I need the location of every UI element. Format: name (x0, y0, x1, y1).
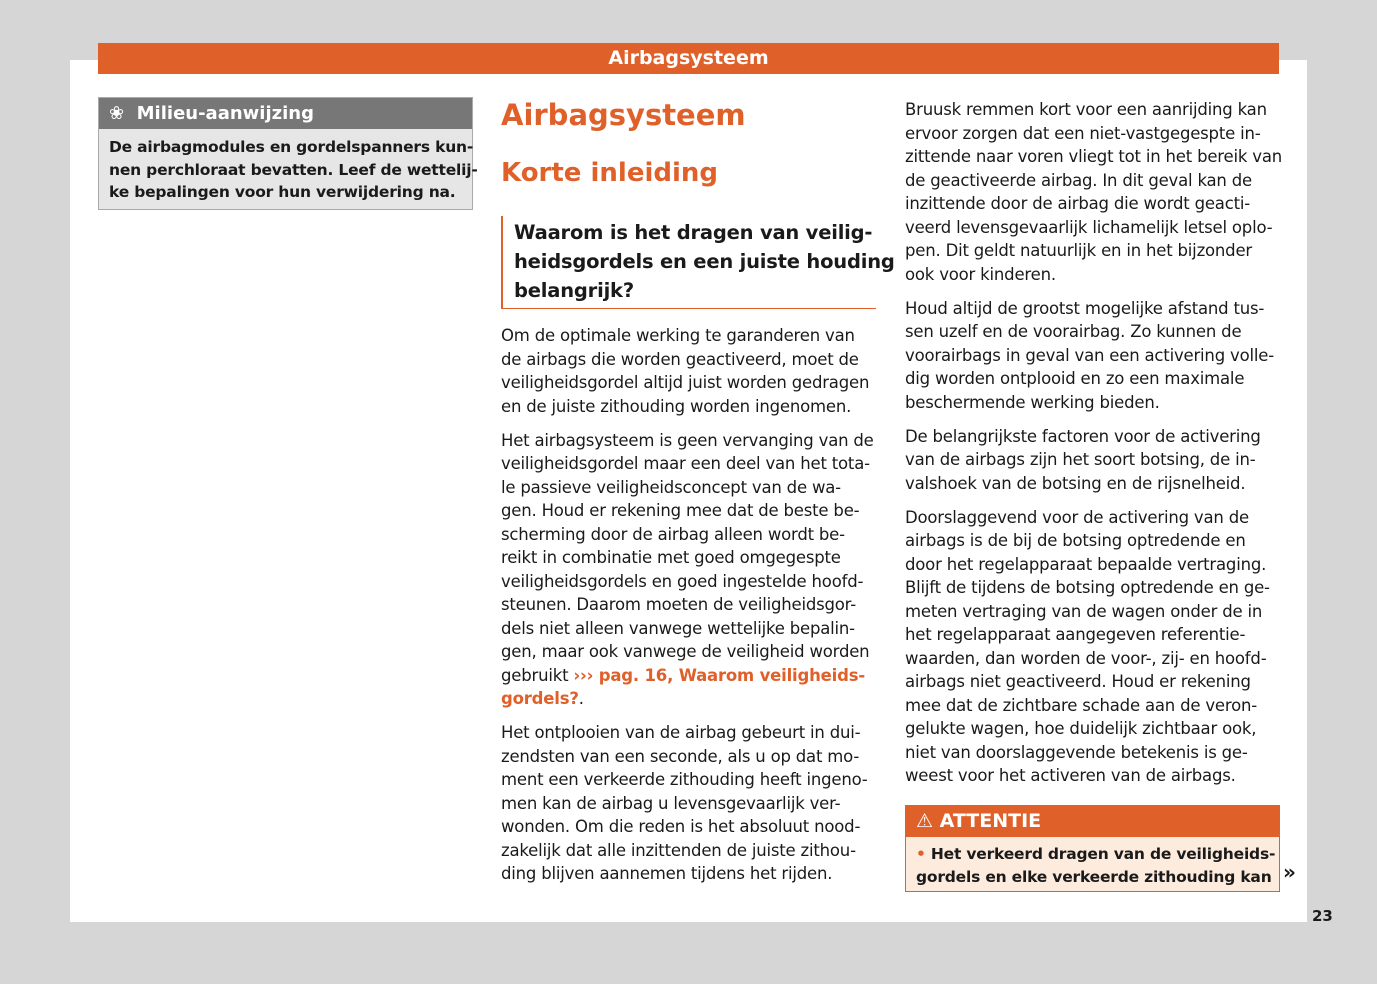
text-line: en de juiste zithouding worden ingenomen. (501, 396, 852, 416)
text-line: inzittende door de airbag die wordt geacti- (905, 194, 1250, 213)
chapter-header: Airbagsysteem (98, 43, 1279, 74)
paragraph (905, 425, 1281, 496)
text-line: Houd altijd de grootst mogelijke afstand tus- (905, 298, 1265, 318)
text-line: scherming door de airbag alleen wordt be- (501, 524, 845, 544)
text-line: De belangrijkste factoren voor de activering (905, 426, 1261, 446)
text-line: Doorslaggevend voor de activering van de (905, 507, 1249, 527)
paragraph (905, 98, 1281, 286)
text-line: meten vertraging van de wagen onder de in (905, 601, 1263, 621)
text-line: Om de optimale werking te garanderen van (501, 326, 855, 345)
text-line: mee dat de zichtbare schade aan de veron- (905, 695, 1257, 715)
text-line: pen. Dit geldt natuurlijk en in het bijzonder (905, 241, 1252, 260)
text-line: de geactiveerde airbag. In dit geval kan de (905, 170, 1252, 190)
text-line: door het regelapparaat bepaalde vertraging. (905, 554, 1267, 574)
text-line: weest voor het activeren van de airbags. (905, 766, 1236, 785)
text-line: dels niet alleen vanwege wettelijke bepalin- (501, 618, 855, 638)
section-title: Korte inleiding (501, 158, 719, 188)
flower-icon: ❀ (109, 103, 125, 124)
text-line: Waarom is het dragen van veilig- (514, 221, 873, 244)
text-line: gordels en elke verkeerde zithouding kan (916, 868, 1272, 886)
note-header (99, 98, 472, 129)
paragraph (905, 506, 1281, 788)
warning-header (906, 806, 1279, 837)
text-line: gen. Houd er rekening mee dat de beste be- (501, 501, 860, 520)
text-line: ding blijven aannemen tijdens het rijden. (501, 864, 833, 883)
paragraph: Het airbagsysteem is geen vervanging van de veiligheidsgordel maar een deel van het tota- le passieve veiligheidsconcept van de wa- gen. Houd er rekening mee dat de beste be- scherming door de airbag alleen wordt be- reikt in combinatie met goed omgegespte veiligheidsgordels en goed ingestelde hoofd- steunen. Daarom moeten de veiligheidsgor- dels niet alleen vanwege wettelijke bepalin- gen, maar ook vanwege de veiligheid worden gebruikt ››› pag. 16, Waarom veiligheids- gordels?. (501, 429, 877, 711)
text-line: veiligheidsgordel maar een deel van het tota- (501, 454, 870, 473)
text-line: le passieve veiligheidsconcept van de wa- (501, 477, 841, 497)
text-line: wonden. Om die reden is het absoluut nood- (501, 817, 861, 836)
text-line: Het airbagsysteem is geen vervanging van de (501, 430, 874, 450)
text-line: ke bepalingen voor hun verwijdering na. (109, 183, 456, 201)
text-line: Het ontplooien van de airbag gebeurt in dui- (501, 723, 861, 742)
text-line: De airbagmodules en gordelspanners kun- (109, 138, 474, 156)
warning-box (905, 805, 1280, 892)
text-line: veiligheidsgordels en goed ingestelde hoofd- (501, 571, 864, 591)
text-line: veiligheidsgordel altijd juist worden gedragen (501, 373, 870, 392)
text-line: zittende naar voren vliegt tot in het bereik van (905, 147, 1282, 166)
text-line: beschermende werking bieden. (905, 392, 1160, 412)
text-line: ook voor kinderen. (905, 264, 1056, 284)
warning-title: ATTENTIE (939, 810, 1042, 832)
note-body (99, 129, 478, 209)
note-title: Milieu-aanwijzing (136, 103, 314, 124)
warning-body (906, 837, 1279, 891)
question-heading (501, 216, 895, 309)
middle-column (501, 324, 877, 896)
text-line: Blijft de tijdens de botsing optredende en ge- (905, 578, 1270, 597)
text-line: dig worden ontplooid en zo een maximale (905, 369, 1245, 388)
bullet-icon: • (916, 845, 931, 863)
warning-triangle-icon: ⚠ (916, 810, 934, 832)
text-line: gen, maar ook vanwege de veiligheid worden (501, 642, 870, 661)
text-line: zendsten van een seconde, als u op dat mo- (501, 746, 860, 766)
text-line: • Het verkeerd dragen van de veiligheids- (916, 845, 1276, 863)
text-line: niet van doorslaggevende betekenis is ge- (905, 742, 1248, 762)
text-line: men kan de airbag u levensgevaarlijk ver- (501, 793, 841, 813)
text-line: ervoor zorgen dat een niet-vastgegespte in- (905, 123, 1261, 143)
text-line: ment een verkeerde zithouding heeft ingeno- (501, 770, 868, 789)
page-reference-link[interactable]: ››› pag. 16, Waarom veiligheids- (573, 665, 865, 685)
continued-marker: » (1283, 860, 1296, 884)
text-line: reikt in combinatie met goed omgegespte (501, 548, 841, 567)
paragraph (905, 297, 1281, 415)
paragraph (501, 324, 877, 418)
text-line: de airbags die worden geactiveerd, moet de (501, 349, 859, 369)
text-line: airbags niet geactiveerd. Houd er rekening (905, 672, 1251, 691)
right-column (905, 98, 1281, 798)
page-reference-link-cont[interactable]: gordels? (501, 689, 579, 708)
text-line: heidsgordels en een juiste houding (514, 250, 895, 273)
text-line: het regelapparaat aangegeven referentie- (905, 625, 1246, 644)
text-line: valshoek van de botsing en de rijsnelheid. (905, 473, 1246, 493)
text-line: waarden, dan worden de voor-, zij- en hoofd- (905, 648, 1267, 668)
text-line: nen perchloraat bevatten. Leef de wettelij- (109, 160, 478, 179)
text-line: van de airbags zijn het soort botsing, de in- (905, 450, 1256, 469)
text-line: sen uzelf en de voorairbag. Zo kunnen de (905, 322, 1242, 341)
paragraph (501, 721, 877, 886)
text-line: gelukte wagen, hoe duidelijk zichtbaar ook, (905, 719, 1257, 738)
environment-note (98, 97, 478, 210)
text-line: airbags is de bij de botsing optredende en (905, 531, 1246, 550)
text-line: zakelijk dat alle inzittenden de juiste zithou- (501, 840, 856, 860)
page-number: 23 (1312, 907, 1333, 925)
text-line: Bruusk remmen kort voor een aanrijding kan (905, 100, 1267, 119)
text-line: veerd levensgevaarlijk lichamelijk letsel oplo- (905, 217, 1273, 237)
text-line: steunen. Daarom moeten de veiligheidsgor- (501, 595, 856, 614)
text-line: voorairbags in geval van een activering volle- (905, 345, 1274, 365)
text-line: belangrijk? (514, 279, 634, 302)
page-title: Airbagsysteem (501, 98, 746, 132)
